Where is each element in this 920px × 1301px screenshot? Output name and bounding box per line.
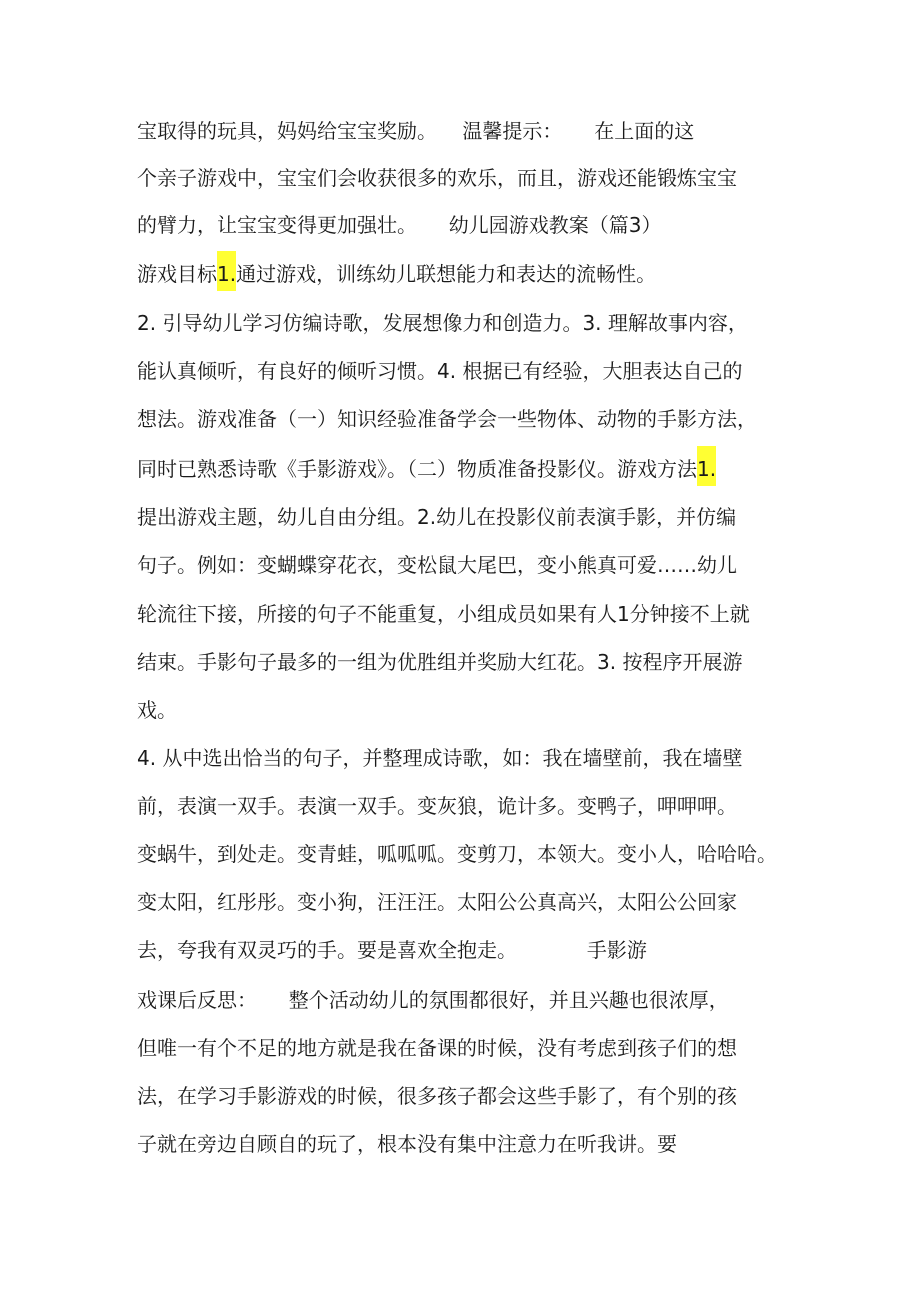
text-line-4-end: 通过游戏，训练幼儿联想能力和表达的流畅性。 <box>236 262 657 286</box>
text-line-4 <box>137 254 656 294</box>
text-line-6: 能认真倾听，有良好的倾听习惯。4. 根据已有经验，大胆表达自己的 <box>137 359 743 383</box>
text-line-8 <box>137 449 716 489</box>
text-line-9: 提出游戏主题，幼儿自由分组。2.幼儿在投影仪前表演手影，并仿编 <box>137 505 737 529</box>
text-line-7: 想法。游戏准备（一）知识经验准备学会一些物体、动物的手影方法， <box>137 407 757 431</box>
text-line-2: 个亲子游戏中，宝宝们会收获很多的欢乐，而且，游戏还能锻炼宝宝 <box>137 166 737 190</box>
text-line-10: 句子。例如：变蝴蝶穿花衣，变松鼠大尾巴，变小熊真可爱……幼儿 <box>137 553 737 577</box>
text-line-22: 子就在旁边自顾自的玩了，根本没有集中注意力在听我讲。要 <box>137 1132 677 1156</box>
text-line-15: 前，表演一双手。表演一双手。变灰狼，诡计多。变鸭子，呷呷呷。 <box>137 794 737 818</box>
text-line-18: 去，夸我有双灵巧的手。要是喜欢全抱走。 手影游 <box>137 938 647 962</box>
text-line-8-start: 同时已熟悉诗歌《手影游戏》。（二）物质准备投影仪。游戏方法 <box>137 457 697 481</box>
text-line-13: 戏。 <box>137 698 177 722</box>
text-line-12: 结束。手影句子最多的一组为优胜组并奖励大红花。3. 按程序开展游 <box>137 650 743 674</box>
highlighted-numeral: 1. <box>217 251 236 291</box>
text-line-16: 变蜗牛，到处走。变青蛙，呱呱呱。变剪刀，本领大。变小人，哈哈哈。 <box>137 842 777 866</box>
highlighted-numeral: 1. <box>697 446 716 486</box>
text-line-21: 法，在学习手影游戏的时候，很多孩子都会这些手影了，有个别的孩 <box>137 1084 737 1108</box>
text-line-4-start: 游戏目标 <box>137 262 217 286</box>
text-line-1: 宝取得的玩具，妈妈给宝宝奖励。 温馨提示： 在上面的这 <box>137 119 695 143</box>
text-line-14: 4. 从中选出恰当的句子，并整理成诗歌，如：我在墙壁前，我在墙壁 <box>137 746 743 770</box>
text-line-11: 轮流往下接，所接的句子不能重复，小组成员如果有人1分钟接不上就 <box>137 602 750 626</box>
text-line-3: 的臂力，让宝宝变得更加强壮。 幼儿园游戏教案（篇3） <box>137 213 662 237</box>
text-line-20: 但唯一有个不足的地方就是我在备课的时候，没有考虑到孩子们的想 <box>137 1036 737 1060</box>
text-line-17: 变太阳，红彤彤。变小狗，汪汪汪。太阳公公真高兴，太阳公公回家 <box>137 890 737 914</box>
text-line-19: 戏课后反思： 整个活动幼儿的氛围都很好，并且兴趣也很浓厚， <box>137 988 729 1012</box>
text-line-5: 2. 引导幼儿学习仿编诗歌，发展想像力和创造力。3. 理解故事内容， <box>137 311 748 335</box>
